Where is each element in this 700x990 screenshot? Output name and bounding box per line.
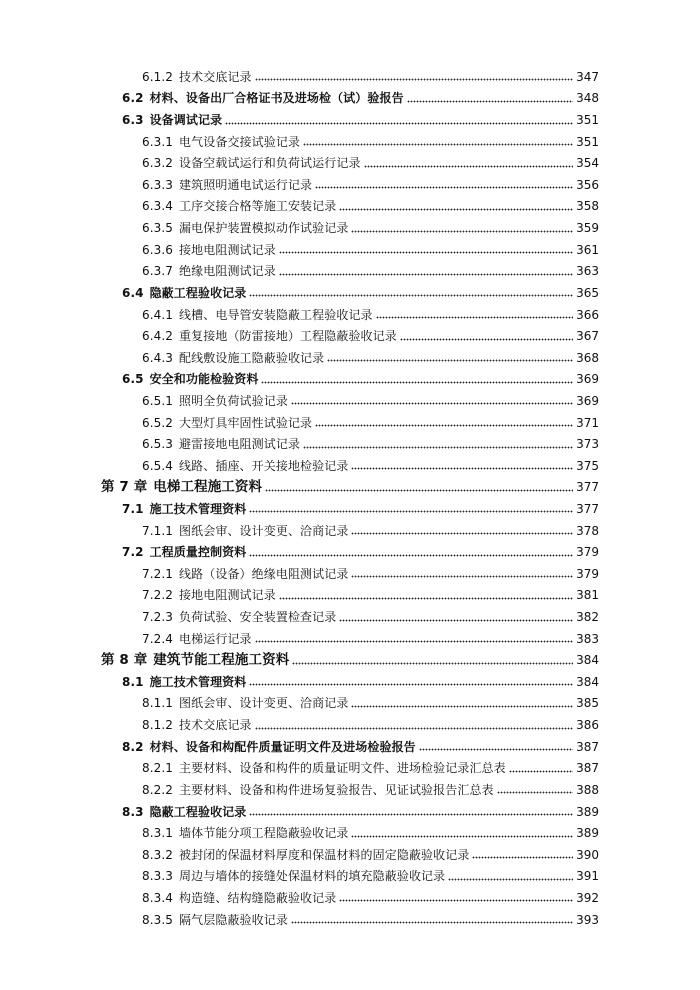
toc-subsection-entry[interactable] [0,822,700,844]
toc-entry-heading [142,524,348,538]
toc-entry-title: 建筑照明通电试运行记录 [179,177,313,192]
toc-entry-number: 6.2 [122,91,144,106]
toc-entry-number: 6.4.3 [142,350,174,365]
toc-entry-title: 构造缝、结构缝隐蔽验收记录 [179,890,337,905]
toc-entry-number: 8.2 [122,739,144,754]
toc-entry-number: 6.3.4 [142,199,174,214]
toc-entry-number: 7.2.4 [142,631,174,646]
toc-entry-number: 6.3.6 [142,242,174,257]
dot-leader [225,121,573,125]
toc-entry-heading [142,308,373,322]
toc-entry-title: 施工技术管理资料 [149,501,247,516]
toc-subsection-entry[interactable] [0,347,700,369]
toc-entry-heading [142,567,348,581]
toc-entry-title: 漏电保护装置模拟动作试验记录 [179,221,349,236]
dot-leader [303,445,573,449]
toc-entry-title: 隔气层隐蔽验收记录 [179,912,288,927]
toc-entry-heading [142,761,506,775]
dot-leader [292,661,573,665]
dot-leader [351,704,573,708]
toc-entry-number: 7.2.3 [142,610,174,625]
toc-entry-number: 7.1 [122,501,144,516]
dot-leader [291,921,573,925]
toc-subsection-entry[interactable] [0,217,700,239]
toc-entry-number: 6.5.3 [142,437,174,452]
toc-subsection-entry[interactable] [0,779,700,801]
toc-entry-number: 6.3.2 [142,156,174,171]
toc-entry-heading [122,286,246,300]
toc-entry-number: 8.1.1 [142,696,174,711]
toc-page-number: 378 [576,523,599,538]
toc-entry-title: 主要材料、设备和构件的质量证明文件、进场检验记录汇总表 [179,761,506,776]
toc-section-entry[interactable] [0,736,700,758]
toc-entry-number: 6.4 [122,285,144,300]
toc-entry-title: 施工技术管理资料 [149,674,247,689]
toc-entry-number: 6.3.5 [142,221,174,236]
toc-entry-number: 6.5.2 [142,415,174,430]
toc-entry-title: 材料、设备出厂合格证书及进场检（试）验报告 [149,91,404,106]
toc-page-number: 377 [576,480,599,495]
toc-page-number: 388 [576,782,599,797]
dot-leader [351,467,573,471]
toc-page-number: 373 [576,437,599,452]
toc-entry-title: 配线敷设施工隐蔽验收记录 [179,350,325,365]
dot-leader [249,683,573,687]
toc-entry-number: 6.5 [122,372,144,387]
dot-leader [249,553,573,557]
toc-section-entry[interactable] [0,801,700,823]
toc-entry-heading [142,848,469,862]
toc-subsection-entry[interactable] [0,909,700,931]
toc-entry-title: 线路（设备）绝缘电阻测试记录 [179,566,349,581]
dot-leader [249,294,573,298]
dot-leader [339,207,573,211]
toc-page-number: 393 [576,912,599,927]
toc-entry-title: 隐蔽工程验收记录 [149,285,247,300]
dot-leader [351,834,573,838]
dot-leader [327,359,573,363]
toc-page-number: 351 [576,113,599,128]
toc-entry-heading [142,70,252,84]
toc-page-number: 347 [576,69,599,84]
toc-page-number: 359 [576,221,599,236]
dot-leader [407,99,573,103]
toc-entry-heading [142,243,276,257]
toc-subsection-entry[interactable] [0,844,700,866]
toc-chapter-entry[interactable] [0,477,700,499]
toc-entry-title: 被封闭的保温材料厚度和保温材料的固定隐蔽验收记录 [179,847,470,862]
toc-entry-heading [142,459,348,473]
dot-leader [472,856,573,860]
toc-section-entry[interactable] [0,671,700,693]
toc-entry-number: 第 7 章 [101,479,148,496]
dot-leader [265,488,573,492]
toc-entry-title: 建筑节能工程施工资料 [153,652,290,669]
toc-page-number: 379 [576,566,599,581]
toc-entry-number: 8.3.1 [142,826,174,841]
toc-page-number: 386 [576,718,599,733]
toc-entry-number: 7.2.2 [142,588,174,603]
toc-entry-heading [142,178,312,192]
toc-entry-title: 电梯运行记录 [179,631,252,646]
dot-leader [376,316,573,320]
toc-section-entry[interactable] [0,109,700,131]
toc-subsection-entry[interactable] [0,585,700,607]
dot-leader [255,78,573,82]
toc-page-number: 371 [576,415,599,430]
toc-entry-title: 技术交底记录 [179,69,252,84]
toc-entry-number: 6.3 [122,113,144,128]
toc-subsection-entry[interactable] [0,714,700,736]
toc-entry-heading [142,610,336,624]
toc-subsection-entry[interactable] [0,66,700,88]
toc-entry-number: 7.2.1 [142,566,174,581]
toc-subsection-entry[interactable] [0,174,700,196]
toc-entry-number: 6.3.7 [142,264,174,279]
toc-entry-number: 6.4.1 [142,307,174,322]
toc-subsection-entry[interactable] [0,455,700,477]
toc-subsection-entry[interactable] [0,304,700,326]
dot-leader [497,791,573,795]
dot-leader [509,769,573,773]
toc-page-number: 385 [576,696,599,711]
toc-entry-title: 负荷试验、安全装置检查记录 [179,610,337,625]
toc-subsection-entry[interactable] [0,563,700,585]
toc-entry-title: 材料、设备和构配件质量证明文件及进场检验报告 [149,739,416,754]
dot-leader [255,726,573,730]
toc-entry-title: 大型灯具牢固性试验记录 [179,415,313,430]
toc-entry-heading [142,329,397,343]
toc-entry-title: 设备调试记录 [149,113,223,128]
toc-page-number: 384 [576,653,599,668]
toc-page-number: 358 [576,199,599,214]
toc-entry-title: 技术交底记录 [179,718,252,733]
dot-leader [315,424,573,428]
toc-section-entry[interactable] [0,541,700,563]
toc-entry-heading [122,805,246,819]
toc-entry-title: 墙体节能分项工程隐蔽验收记录 [179,826,349,841]
table-of-contents [0,66,700,930]
toc-subsection-entry[interactable] [0,239,700,261]
toc-entry-heading [142,718,252,732]
toc-page-number: 356 [576,177,599,192]
toc-entry-title: 电气设备交接试验记录 [179,134,301,149]
toc-page-number: 384 [576,674,599,689]
toc-entry-number: 7.2 [122,545,144,560]
toc-section-entry[interactable] [0,282,700,304]
dot-leader [339,618,573,622]
toc-entry-heading [101,480,262,494]
toc-page-number: 361 [576,242,599,257]
toc-subsection-entry[interactable] [0,693,700,715]
toc-entry-number: 8.3 [122,804,144,819]
toc-subsection-entry[interactable] [0,866,700,888]
toc-page-number: 392 [576,890,599,905]
toc-page-number: 369 [576,393,599,408]
toc-entry-number: 8.3.3 [142,869,174,884]
toc-entry-title: 避雷接地电阻测试记录 [179,437,301,452]
dot-leader [364,164,574,168]
toc-subsection-entry[interactable] [0,628,700,650]
toc-entry-title: 工序交接合格等施工安装记录 [179,199,337,214]
toc-entry-heading [122,502,246,516]
toc-page-number: 383 [576,631,599,646]
toc-entry-title: 安全和功能检验资料 [149,372,259,387]
dot-leader [351,229,573,233]
toc-entry-heading [142,394,288,408]
toc-entry-heading [122,545,246,559]
toc-entry-heading [142,588,276,602]
toc-entry-heading [142,891,336,905]
toc-section-entry[interactable] [0,498,700,520]
toc-entry-title: 周边与墙体的接缝处保温材料的填充隐蔽验收记录 [179,869,446,884]
toc-page-number: 387 [576,739,599,754]
toc-entry-number: 8.2.2 [142,782,174,797]
toc-page-number: 389 [576,804,599,819]
toc-entry-title: 线槽、电导管安装隐蔽工程验收记录 [179,307,373,322]
dot-leader [448,877,573,881]
dot-leader [279,251,573,255]
dot-leader [291,402,573,406]
toc-entry-title: 绝缘电阻测试记录 [179,264,276,279]
toc-entry-heading [142,221,348,235]
toc-page-number: 387 [576,761,599,776]
dot-leader [255,640,573,644]
toc-entry-title: 设备空载试运行和负荷试运行记录 [179,156,361,171]
dot-leader [249,510,573,514]
toc-subsection-entry[interactable] [0,260,700,282]
toc-entry-heading [142,264,276,278]
toc-page-number: 381 [576,588,599,603]
dot-leader [400,337,573,341]
toc-entry-title: 照明全负荷试验记录 [179,393,288,408]
dot-leader [249,813,573,817]
toc-page-number: 348 [576,91,599,106]
toc-entry-title: 隐蔽工程验收记录 [149,804,247,819]
toc-page-number: 365 [576,285,599,300]
toc-page-number: 367 [576,329,599,344]
toc-section-entry[interactable] [0,369,700,391]
toc-page-number: 366 [576,307,599,322]
toc-entry-title: 线路、插座、开关接地检验记录 [179,458,349,473]
toc-entry-heading [142,156,361,170]
toc-page-number: 389 [576,826,599,841]
toc-entry-title: 工程质量控制资料 [149,545,247,560]
toc-entry-title: 电梯工程施工资料 [153,479,263,496]
toc-entry-number: 8.3.2 [142,847,174,862]
toc-entry-heading [142,783,494,797]
dot-leader [351,575,573,579]
toc-entry-heading [142,416,312,430]
toc-subsection-entry[interactable] [0,152,700,174]
toc-entry-number: 6.4.2 [142,329,174,344]
toc-entry-heading [142,826,348,840]
toc-page-number: 377 [576,501,599,516]
toc-entry-heading [142,869,445,883]
dot-leader [315,186,573,190]
toc-entry-heading [142,199,336,213]
toc-entry-title: 主要材料、设备和构件进场复验报告、见证试验报告汇总表 [179,782,494,797]
toc-page-number: 390 [576,847,599,862]
toc-subsection-entry[interactable] [0,325,700,347]
dot-leader [279,272,573,276]
toc-page-number: 363 [576,264,599,279]
toc-entry-number: 7.1.1 [142,523,174,538]
toc-entry-number: 8.1 [122,674,144,689]
toc-entry-title: 图纸会审、设计变更、洽商记录 [179,696,349,711]
toc-page-number: 382 [576,610,599,625]
toc-subsection-entry[interactable] [0,520,700,542]
toc-entry-number: 6.5.4 [142,458,174,473]
toc-entry-number: 6.3.3 [142,177,174,192]
dot-leader [419,748,573,752]
toc-subsection-entry[interactable] [0,196,700,218]
toc-entry-heading [122,91,404,105]
toc-entry-heading [122,740,416,754]
dot-leader [303,143,573,147]
dot-leader [279,596,573,600]
toc-entry-title: 接地电阻测试记录 [179,242,276,257]
toc-subsection-entry[interactable] [0,606,700,628]
toc-page-number: 379 [576,545,599,560]
toc-entry-heading [142,696,348,710]
toc-entry-heading [142,351,324,365]
toc-entry-number: 8.2.1 [142,761,174,776]
toc-page-number: 351 [576,134,599,149]
toc-subsection-entry[interactable] [0,758,700,780]
toc-entry-heading [122,372,258,386]
toc-entry-heading [142,913,288,927]
toc-entry-heading [142,135,300,149]
toc-page-number: 368 [576,350,599,365]
toc-entry-number: 8.3.5 [142,912,174,927]
toc-subsection-entry[interactable] [0,390,700,412]
toc-entry-number: 8.1.2 [142,718,174,733]
toc-entry-title: 接地电阻测试记录 [179,588,276,603]
toc-entry-heading [122,113,222,127]
toc-entry-title: 重复接地（防雷接地）工程隐蔽验收记录 [179,329,397,344]
dot-leader [261,380,573,384]
toc-page-number: 375 [576,458,599,473]
toc-entry-heading [101,653,289,667]
toc-page-number: 369 [576,372,599,387]
toc-page-number: 354 [576,156,599,171]
toc-entry-title: 图纸会审、设计变更、洽商记录 [179,523,349,538]
toc-entry-number: 6.3.1 [142,134,174,149]
toc-subsection-entry[interactable] [0,433,700,455]
dot-leader [339,899,573,903]
toc-entry-heading [142,437,300,451]
toc-entry-heading [142,632,252,646]
toc-subsection-entry[interactable] [0,131,700,153]
toc-subsection-entry[interactable] [0,412,700,434]
dot-leader [351,532,573,536]
toc-chapter-entry[interactable] [0,649,700,671]
toc-entry-number: 6.1.2 [142,69,174,84]
toc-entry-heading [122,675,246,689]
toc-section-entry[interactable] [0,88,700,110]
toc-entry-number: 6.5.1 [142,393,174,408]
toc-entry-number: 8.3.4 [142,890,174,905]
toc-entry-number: 第 8 章 [101,652,148,669]
toc-page-number: 391 [576,869,599,884]
toc-subsection-entry[interactable] [0,887,700,909]
